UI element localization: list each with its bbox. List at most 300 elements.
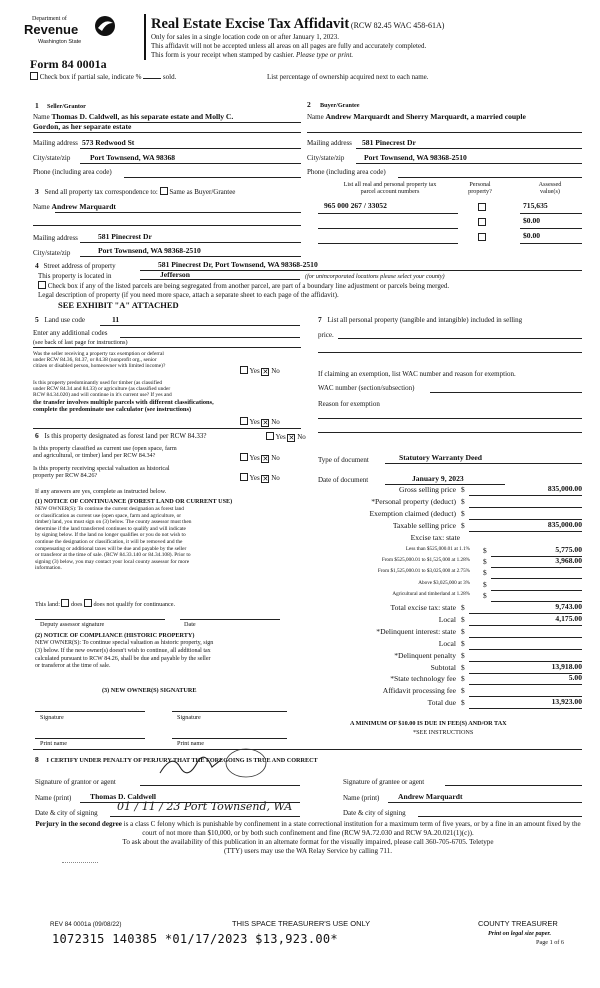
assessed-value[interactable]: $0.00 bbox=[523, 216, 541, 225]
s7-date-label: Date of document bbox=[318, 476, 369, 484]
parcel-val-line-b bbox=[520, 228, 582, 229]
dollar-sign: $ bbox=[461, 638, 465, 648]
buyer-heading: Buyer/Grantee bbox=[320, 102, 360, 109]
tax-row-line bbox=[469, 625, 582, 626]
s7-ex1: If claiming an exemption, list WAC number and reason for exemption. bbox=[318, 370, 516, 378]
s6-num: 6 bbox=[35, 431, 39, 440]
s5-sep bbox=[33, 347, 301, 348]
s6-q1-row bbox=[35, 432, 207, 441]
tax-row-value[interactable]: 835,000.00 bbox=[547, 484, 582, 493]
ownership-note: List percentage of ownership acquired next to each name. bbox=[267, 73, 429, 81]
parcels-h1 bbox=[330, 181, 450, 195]
tax-row-label: Taxable selling price bbox=[392, 521, 456, 530]
s5-q2-no-checkbox[interactable]: ✕ bbox=[262, 419, 269, 427]
s6-q3a: Is this property receiving special valuation as historical bbox=[33, 465, 170, 472]
tax-row-value[interactable]: 3,968.00 bbox=[555, 556, 582, 566]
tax-row-label: Total excise tax: state bbox=[390, 603, 456, 612]
footer-page: Page 1 of 6 bbox=[536, 939, 565, 946]
s4-legal: Legal description of property (if you need more space, attach a separate sheet to each page of the affidavit). bbox=[38, 291, 339, 299]
s6-q3-no-checkbox[interactable]: ✕ bbox=[262, 475, 269, 483]
yes-label: Yes bbox=[249, 367, 260, 375]
corr-same-checkbox[interactable] bbox=[160, 187, 168, 195]
buyer-phone-label: Phone (including area code) bbox=[307, 168, 386, 176]
page-title-block bbox=[151, 16, 444, 33]
see-instructions: *SEE INSTRUCTIONS bbox=[413, 729, 474, 736]
tax-row-value[interactable]: 13,918.00 bbox=[551, 661, 582, 671]
dollar-sign: $ bbox=[461, 686, 465, 696]
s5-q2-answer bbox=[240, 417, 280, 427]
corr-row bbox=[35, 187, 235, 197]
s4-street-line bbox=[140, 270, 582, 271]
corr-city[interactable]: Port Townsend, WA 98368-2510 bbox=[98, 246, 201, 255]
buyer-name-line bbox=[307, 132, 582, 133]
s4-exhibit: SEE EXHIBIT "A" ATTACHED bbox=[58, 300, 179, 310]
s8-dc-hand[interactable]: 01 / 11 / 23 Port Townsend, WA bbox=[117, 800, 293, 813]
s4-loc-line bbox=[140, 279, 300, 280]
tax-row-value[interactable]: 5,775.00 bbox=[555, 545, 582, 554]
s8-dc-line bbox=[110, 816, 300, 817]
s8-sg: Signature of grantor or agent bbox=[35, 778, 116, 786]
s6-dep: Deputy assessor signature bbox=[40, 621, 105, 628]
s6-n1-line: or classification as current use (open space, farm and agriculture, or bbox=[35, 512, 182, 519]
seller-name[interactable]: Thomas D. Caldwell, as his separate estate and Molly C. bbox=[51, 112, 234, 121]
s6-n1-line: timber) land, you must sign on (3) below. The county assessor must then bbox=[35, 519, 192, 526]
s7-reason-line2 bbox=[318, 432, 582, 433]
no-label: No bbox=[297, 433, 306, 441]
seller-mail-line bbox=[80, 148, 301, 149]
header-divider bbox=[144, 14, 146, 60]
dollar-sign: $ bbox=[461, 603, 465, 612]
s6-q3-yes-checkbox[interactable] bbox=[240, 473, 248, 481]
tax-row-value[interactable]: 13,923.00 bbox=[551, 697, 582, 707]
dollar-sign: $ bbox=[461, 497, 465, 506]
footer-legal: Print on legal size paper. bbox=[488, 930, 552, 937]
s4-segregate-checkbox[interactable] bbox=[38, 281, 46, 289]
perjury-notice bbox=[32, 820, 584, 856]
s6-n1-line: NEW OWNER(S): To continue the current designation as forest land bbox=[35, 506, 184, 512]
s7-text: List all personal property (tangible and intangible) included in selling bbox=[327, 316, 523, 324]
tax-row-label: *Delinquent interest: state bbox=[376, 626, 456, 636]
s7-wac: WAC number (section/subsection) bbox=[318, 384, 415, 392]
s6-n1-line: information. bbox=[35, 565, 62, 572]
tax-row-label: Local bbox=[438, 638, 456, 648]
s5-q2-yes-checkbox[interactable] bbox=[240, 417, 248, 425]
partial-sale-row bbox=[30, 72, 176, 81]
s7-date[interactable]: January 9, 2023 bbox=[412, 474, 464, 483]
dept-line1: Department of bbox=[32, 16, 67, 22]
s6-q2b: and agricultural, or timber) land per RCW 84.34? bbox=[33, 452, 156, 460]
parcels-h3 bbox=[520, 181, 580, 195]
s4-street-label: Street address of property bbox=[43, 262, 116, 270]
s4-check-label: Check box if any of the listed parcels are being segregated from another parcel, are part of a boundary line adjustment or parcels being merged. bbox=[47, 282, 450, 290]
dollar-sign: $ bbox=[461, 509, 465, 518]
s5-land-line bbox=[100, 325, 300, 326]
perjury-alt: To ask about the availability of this publication in an alternate format for the visually impaired, please call 360-705-6705. Teletype bbox=[122, 838, 494, 847]
seller-city-label: City/state/zip bbox=[33, 154, 71, 162]
s4-loc-note: (for unincorporated locations please select your county) bbox=[305, 273, 445, 280]
buyer-city[interactable]: Port Townsend, WA 98368-2510 bbox=[364, 153, 467, 162]
s6-n2-body bbox=[35, 640, 285, 671]
s6-date: Date bbox=[184, 621, 196, 628]
yes-label: Yes bbox=[275, 433, 286, 441]
dollar-sign: $ bbox=[483, 568, 487, 578]
s6-n2-line: (3) below. If the new owner(s) doesn't wish to continue, all additional tax bbox=[35, 647, 211, 654]
dept-line3: Washington State bbox=[38, 39, 82, 45]
tax-row-label: Subtotal bbox=[430, 662, 456, 672]
tax-row-line bbox=[469, 649, 582, 650]
s8-np-val[interactable]: Thomas D. Caldwell bbox=[90, 792, 157, 801]
tax-row-line bbox=[469, 495, 582, 496]
seller-mail-label: Mailing address bbox=[33, 139, 78, 147]
tax-row-label: From $525,000.01 to $1,525,000 at 1.28% bbox=[381, 557, 470, 564]
tax-row-line bbox=[469, 673, 582, 674]
corr-name-line bbox=[55, 212, 301, 213]
tax-row-label: Above $3,025,000 at 3% bbox=[418, 579, 470, 586]
buyer-num: 2 bbox=[307, 100, 311, 109]
perjury-text: is a class C felony which is punishable by confinement in a state correctional institution for a maximum term of five years, or by a fine in an amount fixed by the court of not more than $10,000, or by both such confinement and fine (RCW 9A.72.030 and RCW 9A.20.021(1)(c)). bbox=[121, 820, 581, 838]
s6-q1-answer bbox=[266, 432, 306, 442]
stray-marks bbox=[62, 862, 98, 863]
corr-city-label: City/state/zip bbox=[33, 249, 71, 257]
s7-row bbox=[318, 316, 580, 325]
parcels-h1a: List all real and personal property tax bbox=[343, 181, 437, 188]
s7-doc-line bbox=[385, 463, 582, 464]
s6-n1-line: or transferor at the time of sale. (RCW 84.33.140 or 84.34.108). Prior to bbox=[35, 552, 191, 559]
parcels-h2b: property? bbox=[468, 188, 492, 196]
s8-np2-val[interactable]: Andrew Marquardt bbox=[398, 792, 463, 801]
seller-phone-line bbox=[124, 177, 301, 178]
tax-row-line bbox=[491, 578, 582, 579]
s6-pn2: Print name bbox=[177, 740, 204, 747]
s7-wac-line bbox=[430, 392, 582, 393]
parcel-line-a bbox=[318, 213, 458, 214]
parcels-h2 bbox=[458, 181, 502, 195]
parcel-line-b bbox=[318, 228, 458, 229]
no-label: No bbox=[271, 367, 280, 375]
dollar-sign: $ bbox=[461, 698, 465, 708]
parcel-val-line-a bbox=[520, 213, 582, 214]
corr-text: Send all property tax correspondence to: bbox=[44, 188, 158, 196]
personal-property-checkbox[interactable] bbox=[478, 233, 486, 241]
seller-heading: Seller/Grantor bbox=[47, 103, 86, 110]
s5-q2d: the transfer involves multiple parcels with different classifications, bbox=[33, 398, 214, 406]
s6-land-b: does bbox=[71, 601, 83, 608]
s6-pn2-line bbox=[172, 738, 287, 739]
corr-num: 3 bbox=[35, 187, 39, 196]
seller-name-row bbox=[33, 113, 301, 122]
s6-n1-line: compensating or additional taxes will be due and payable by the seller bbox=[35, 545, 187, 552]
tax-row-label: From $1,525,000.01 to $3,025,000 at 2.75% bbox=[377, 568, 470, 575]
dor-logo bbox=[22, 14, 126, 56]
seller-phone-label: Phone (including area code) bbox=[33, 168, 112, 176]
buyer-phone-line bbox=[398, 177, 582, 178]
s6-sig2: Signature bbox=[177, 714, 201, 721]
tax-row-label: *Personal property (deduct) bbox=[371, 497, 456, 506]
tax-row-line bbox=[469, 637, 582, 638]
s6-land-a: This land: bbox=[35, 601, 60, 608]
seller-city[interactable]: Port Townsend, WA 98368 bbox=[90, 153, 176, 162]
corr-name-line2 bbox=[33, 225, 301, 226]
excise-tax-state-label: Excise tax: state bbox=[410, 533, 460, 542]
seller-city-line bbox=[80, 163, 301, 164]
tax-row-line bbox=[491, 567, 582, 568]
s8-np: Name (print) bbox=[35, 794, 72, 802]
s5-add-note: (see back of last page for instructions) bbox=[33, 339, 128, 346]
corr-name-row bbox=[33, 203, 116, 212]
no-label: No bbox=[271, 418, 280, 426]
dollar-sign: $ bbox=[461, 521, 465, 530]
s6-sig-line bbox=[35, 711, 145, 712]
footer-space: THIS SPACE TREASURER'S USE ONLY bbox=[232, 919, 371, 928]
dollar-sign: $ bbox=[461, 650, 465, 660]
s6-q2-answer bbox=[240, 453, 280, 463]
title-ref: (RCW 82.45 WAC 458-61A) bbox=[350, 21, 445, 30]
s7-reason-line bbox=[318, 418, 582, 419]
buyer-name-label: Name bbox=[307, 113, 324, 121]
s6-q3 bbox=[33, 465, 170, 479]
s5-q2c: RCW 84.34.020) and will continue in it's current use? If yes and bbox=[33, 392, 172, 399]
s5-q1-yes-checkbox[interactable] bbox=[240, 366, 248, 374]
min-due: A MINIMUM OF $10.00 IS DUE IN FEE(S) AND/OR TAX bbox=[350, 720, 507, 727]
s7-reason: Reason for exemption bbox=[318, 400, 380, 408]
s6-n1-body bbox=[35, 506, 275, 572]
parcel-number[interactable]: 965 000 267 / 33052 bbox=[324, 201, 387, 210]
s6-q3-answer bbox=[240, 473, 280, 483]
dor-logo-icon bbox=[92, 14, 118, 38]
tax-row-label: Affidavit processing fee bbox=[382, 686, 456, 696]
s6-q1: Is this property designated as forest land per RCW 84.33? bbox=[44, 432, 207, 440]
s6-bottom-line bbox=[33, 749, 582, 750]
partial-sale-label: Check box if partial sale, indicate % bbox=[39, 73, 142, 81]
personal-property-checkbox[interactable] bbox=[478, 218, 486, 226]
tax-row-label: Local bbox=[438, 614, 456, 624]
s6-q3b: property per RCW 84.26? bbox=[33, 472, 98, 480]
buyer-mail-label: Mailing address bbox=[307, 139, 352, 147]
s5-land-row bbox=[35, 316, 85, 325]
s6-land-doesnot-checkbox[interactable] bbox=[84, 599, 92, 607]
dollar-sign: $ bbox=[483, 590, 487, 600]
corr-mail-line bbox=[80, 242, 301, 243]
s5-add-line bbox=[120, 337, 300, 338]
parcel-line-c bbox=[318, 243, 458, 244]
tax-row-label: Less than $525,000.01 at 1.1% bbox=[405, 546, 470, 552]
form-number: Form 84 0001a bbox=[30, 57, 107, 71]
s6-sig: Signature bbox=[40, 714, 64, 721]
buyer-name-row bbox=[307, 113, 582, 122]
s4-street[interactable]: 581 Pinecrest Dr, Port Townsend, WA 98368-2510 bbox=[158, 260, 318, 269]
s6-land-c: does not qualify for continuance. bbox=[93, 601, 176, 608]
header-note2: This affidavit will not be accepted unless all areas on all pages are fully and accurately completed. bbox=[151, 42, 427, 50]
yes-label: Yes bbox=[249, 418, 260, 426]
dollar-sign: $ bbox=[461, 662, 465, 672]
s8-dc2: Date & city of signing bbox=[343, 809, 406, 817]
s6-date-line bbox=[180, 619, 280, 620]
corr-name-label: Name bbox=[33, 203, 50, 211]
s6-land-row bbox=[35, 599, 175, 608]
dollar-sign: $ bbox=[461, 614, 465, 624]
tax-row-label: Gross selling price bbox=[399, 485, 456, 494]
s5-add-label: Enter any additional codes bbox=[33, 329, 108, 337]
buyer-city-label: City/state/zip bbox=[307, 154, 345, 162]
s5-q2a: Is this property predominantly used for timber (as classified bbox=[33, 380, 163, 386]
partial-sold-label: sold. bbox=[162, 73, 177, 81]
s6-n2-line: calculated pursuant to RCW 84.26, shall be due and payable by the seller bbox=[35, 655, 211, 662]
tax-row-line bbox=[469, 507, 582, 508]
s5-land-label: Land use code bbox=[44, 316, 85, 324]
s4-check-row bbox=[38, 281, 583, 290]
tax-row-value[interactable]: 835,000.00 bbox=[547, 520, 582, 529]
s7-line1 bbox=[338, 338, 582, 339]
s8-dc: Date & city of signing bbox=[35, 809, 98, 817]
buyer-name[interactable]: Andrew Marquardt and Sherry Marquardt, a married couple bbox=[325, 112, 526, 121]
header-note3 bbox=[151, 51, 353, 59]
tax-row-label: *State technology fee bbox=[390, 674, 456, 684]
s6-q2-no-checkbox[interactable]: ✕ bbox=[262, 455, 269, 463]
assessed-value[interactable]: $0.00 bbox=[523, 231, 541, 240]
s8-np2-line bbox=[388, 802, 582, 803]
s5-q1-answer bbox=[240, 366, 280, 376]
s6-land-does-checkbox[interactable] bbox=[61, 599, 69, 607]
s6-q2 bbox=[33, 445, 177, 459]
dollar-sign: $ bbox=[483, 557, 487, 567]
s6-n3h: (3) NEW OWNER(S) SIGNATURE bbox=[102, 687, 197, 694]
dollar-sign: $ bbox=[461, 626, 465, 636]
seller-name2-line bbox=[33, 132, 301, 133]
yes-label: Yes bbox=[249, 454, 260, 462]
header-note3b: Please type or print. bbox=[296, 51, 354, 59]
s5-q1a: Was the seller receiving a property tax exemption or deferral bbox=[33, 351, 164, 357]
s6-n1-line: by signing below. If the land no longer qualifies or you do not wish to bbox=[35, 532, 186, 539]
dollar-sign: $ bbox=[461, 485, 465, 494]
tax-row-line bbox=[469, 531, 582, 532]
s8-certify: I CERTIFY UNDER PENALTY OF PERJURY THAT THE FOREGOING IS TRUE AND CORRECT bbox=[46, 757, 318, 764]
s5-q2b: under RCW 84.34 and 84.33) or agriculture (as classified under bbox=[33, 386, 171, 393]
seller-name-label: Name bbox=[33, 113, 50, 121]
dollar-sign: $ bbox=[483, 579, 487, 589]
s5-bottom-line bbox=[33, 428, 301, 429]
parcels-h3a: Assessed bbox=[538, 181, 562, 188]
assessed-value[interactable]: 715,635 bbox=[523, 201, 548, 210]
s4-loc-label: This property is located in bbox=[38, 272, 112, 280]
s6-n1-line: determine if the land transferred continues to qualify and will indicate bbox=[35, 525, 186, 532]
s6-pn: Print name bbox=[40, 740, 67, 747]
corr-city-line bbox=[80, 256, 301, 257]
s6-pn-line bbox=[35, 738, 145, 739]
s7-doc[interactable]: Statutory Warranty Deed bbox=[399, 453, 482, 462]
s5-q2 bbox=[33, 380, 243, 413]
s6-ans: If any answers are yes, complete as instructed below. bbox=[35, 488, 167, 495]
s7-line2 bbox=[318, 352, 582, 353]
perjury-tty: (TTY) users may use the WA Relay Service by calling 711. bbox=[223, 847, 393, 856]
s8-se: Signature of grantee or agent bbox=[343, 778, 425, 786]
s5-num: 5 bbox=[35, 315, 39, 324]
s7-text2: price. bbox=[318, 331, 334, 339]
s5-q1 bbox=[33, 351, 233, 370]
s8-dc2-line bbox=[418, 816, 582, 817]
s6-q2a: Is this property classified as current use (open space, farm bbox=[33, 445, 177, 452]
seller-mail[interactable]: 573 Redwood St bbox=[82, 138, 135, 147]
perjury-bold: Perjury in the second degree bbox=[35, 820, 122, 828]
tax-row-value[interactable]: 4,175.00 bbox=[555, 613, 582, 623]
s6-q1-no-checkbox[interactable]: ✕ bbox=[288, 434, 295, 442]
parcels-h1b: parcel account numbers bbox=[360, 188, 420, 196]
header-note1: Only for sales in a single location code on or after January 1, 2023. bbox=[151, 33, 339, 41]
grantor-signature-scribble bbox=[150, 745, 270, 779]
treasurer-stamp: 1072315 140385 *01/17/2023 $13,923.00* bbox=[52, 932, 338, 946]
corr-mail-label: Mailing address bbox=[33, 234, 78, 242]
buyer-mail-line bbox=[356, 148, 582, 149]
tax-row-line bbox=[469, 684, 582, 685]
s7-doc-label: Type of document bbox=[318, 456, 369, 464]
dollar-sign: $ bbox=[461, 674, 465, 684]
s6-n1-line: signing (3) below, you may contact your local county assessor for more bbox=[35, 558, 190, 565]
partial-percent-field[interactable] bbox=[143, 78, 161, 79]
personal-property-checkbox[interactable] bbox=[478, 203, 486, 211]
s4-street-row bbox=[35, 262, 116, 271]
s6-n1h: (1) NOTICE OF CONTINUANCE (FOREST LAND OR CURRENT USE) bbox=[35, 498, 233, 505]
tax-row-label: Agricultural and timberland at 1.28% bbox=[392, 590, 470, 597]
s8-num: 8 bbox=[35, 755, 39, 764]
seller-num: 1 bbox=[35, 101, 39, 110]
footer-rev: REV 84 0001a (09/08/22) bbox=[50, 921, 122, 928]
tax-row-line bbox=[469, 708, 582, 709]
s5-land[interactable]: 11 bbox=[112, 315, 120, 324]
partial-sale-checkbox[interactable] bbox=[30, 72, 38, 80]
tax-row-value[interactable]: 5.00 bbox=[568, 673, 582, 683]
yes-label: Yes bbox=[249, 474, 260, 482]
dollar-sign: $ bbox=[483, 546, 487, 555]
tax-row-label: *Delinquent penalty bbox=[394, 650, 456, 660]
s5-q1b: under RCW 84.36, 84.37, or 84.38 (nonprofit org., senior bbox=[33, 357, 157, 364]
parcels-h3b: value(s) bbox=[540, 188, 560, 196]
tax-row-label: Total due bbox=[427, 698, 456, 708]
parcels-h2a: Personal bbox=[469, 181, 491, 188]
header-note3-text: This form is your receipt when stamped by cashier. bbox=[151, 51, 295, 59]
s6-sig2-line bbox=[172, 711, 287, 712]
corr-name[interactable]: Andrew Marquardt bbox=[51, 202, 116, 211]
s5-q2e: complete the predominate use calculator (see instructions) bbox=[33, 405, 192, 413]
s8-sg-line bbox=[140, 785, 300, 786]
s4-loc[interactable]: Jefferson bbox=[160, 270, 190, 279]
s4-num: 4 bbox=[35, 261, 39, 270]
no-label: No bbox=[271, 474, 280, 482]
tax-row-line bbox=[491, 590, 582, 591]
no-label: No bbox=[271, 454, 280, 462]
s7-num: 7 bbox=[318, 315, 322, 324]
corr-mail[interactable]: 581 Pinecrest Dr bbox=[98, 232, 152, 241]
corr-same-label: Same as Buyer/Grantee bbox=[169, 188, 236, 196]
buyer-mail[interactable]: 581 Pinecrest Dr bbox=[362, 138, 416, 147]
parcel-val-line-c bbox=[520, 243, 582, 244]
s5-q1c: citizen or disabled person, homeowner with limited income)? bbox=[33, 363, 166, 370]
s6-q1-yes-checkbox[interactable] bbox=[266, 432, 274, 440]
s6-n2-line: NEW OWNER(S): To continue special valuation as historic property, sign bbox=[35, 640, 214, 646]
s8-se-line bbox=[445, 785, 582, 786]
s6-n1-line: continue the designation or classification, it will be removed and the bbox=[35, 538, 183, 545]
tax-row-value[interactable]: 9,743.00 bbox=[555, 602, 582, 611]
s6-q2-yes-checkbox[interactable] bbox=[240, 453, 248, 461]
buyer-city-line bbox=[356, 163, 582, 164]
dept-line2: Revenue bbox=[24, 22, 79, 37]
s8-np2: Name (print) bbox=[343, 794, 380, 802]
tax-row-label: Exemption claimed (deduct) bbox=[369, 509, 456, 518]
s6-n2h: (2) NOTICE OF COMPLIANCE (HISTORIC PROPERTY) bbox=[35, 632, 195, 639]
s5-q1-no-checkbox[interactable]: ✕ bbox=[262, 368, 269, 376]
page-title: Real Estate Excise Tax Affidavit bbox=[151, 16, 350, 32]
footer-ct: COUNTY TREASURER bbox=[478, 919, 558, 928]
seller-name2[interactable]: Gordon, as her separate estate bbox=[33, 122, 132, 131]
s6-dep-line bbox=[35, 619, 165, 620]
